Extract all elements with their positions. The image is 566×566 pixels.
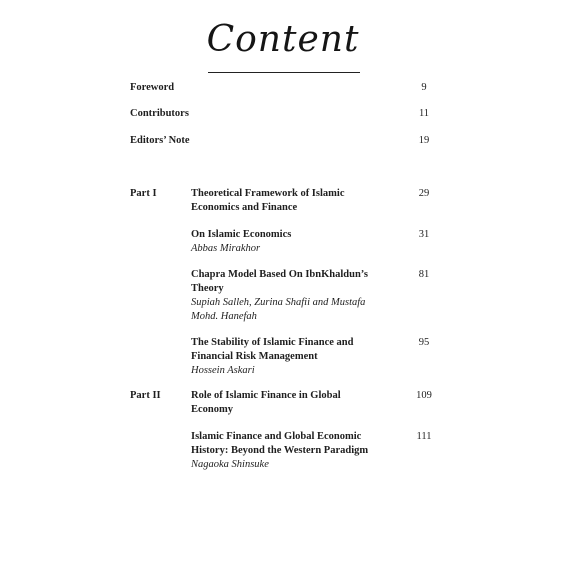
- toc-page-number: 31: [418, 229, 430, 240]
- part-label: Part II: [130, 390, 161, 401]
- chapter-author: Mohd. Hanefah: [191, 311, 257, 322]
- toc-page-number: 95: [418, 337, 430, 348]
- chapter-entry[interactable]: [191, 228, 391, 256]
- toc-page-number: 11: [418, 108, 430, 119]
- page-title: Content: [206, 19, 360, 60]
- part-title-line: Economy: [191, 404, 233, 415]
- part-title-line: Economics and Finance: [191, 202, 298, 213]
- chapter-entry[interactable]: [191, 268, 391, 324]
- part-title[interactable]: [191, 389, 391, 417]
- chapter-title: Theory: [191, 283, 224, 294]
- toc-page-number: 111: [416, 431, 432, 442]
- toc-entry-foreword[interactable]: Foreword: [130, 82, 175, 93]
- chapter-author: Nagaoka Shinsuke: [191, 459, 269, 470]
- toc-entry-editors-note[interactable]: Editors’ Note: [130, 135, 190, 146]
- chapter-entry[interactable]: [191, 430, 391, 472]
- toc-page-number: 19: [418, 135, 430, 146]
- part-title[interactable]: [191, 187, 391, 215]
- part-title-line: Role of Islamic Finance in Global: [191, 390, 341, 401]
- chapter-entry[interactable]: [191, 336, 391, 378]
- part-label: Part I: [130, 188, 157, 199]
- toc-page-number: 9: [421, 82, 427, 93]
- chapter-author: Abbas Mirakhor: [191, 243, 261, 254]
- title-underline: [208, 72, 360, 73]
- toc-entry-contributors[interactable]: Contributors: [130, 108, 189, 119]
- chapter-title: On Islamic Economics: [191, 229, 292, 240]
- chapter-author: Supiah Salleh, Zurina Shafii and Mustafa: [191, 297, 366, 308]
- chapter-title: Islamic Finance and Global Economic: [191, 431, 362, 442]
- chapter-author: Hossein Askari: [191, 365, 255, 376]
- chapter-title: Financial Risk Management: [191, 351, 318, 362]
- toc-page-number: 29: [418, 188, 430, 199]
- chapter-title: The Stability of Islamic Finance and: [191, 337, 354, 348]
- chapter-title: History: Beyond the Western Paradigm: [191, 445, 369, 456]
- part-title-line: Theoretical Framework of Islamic: [191, 188, 345, 199]
- toc-page-number: 109: [416, 390, 432, 401]
- chapter-title: Chapra Model Based On IbnKhaldun’s: [191, 269, 368, 280]
- toc-page-number: 81: [418, 269, 430, 280]
